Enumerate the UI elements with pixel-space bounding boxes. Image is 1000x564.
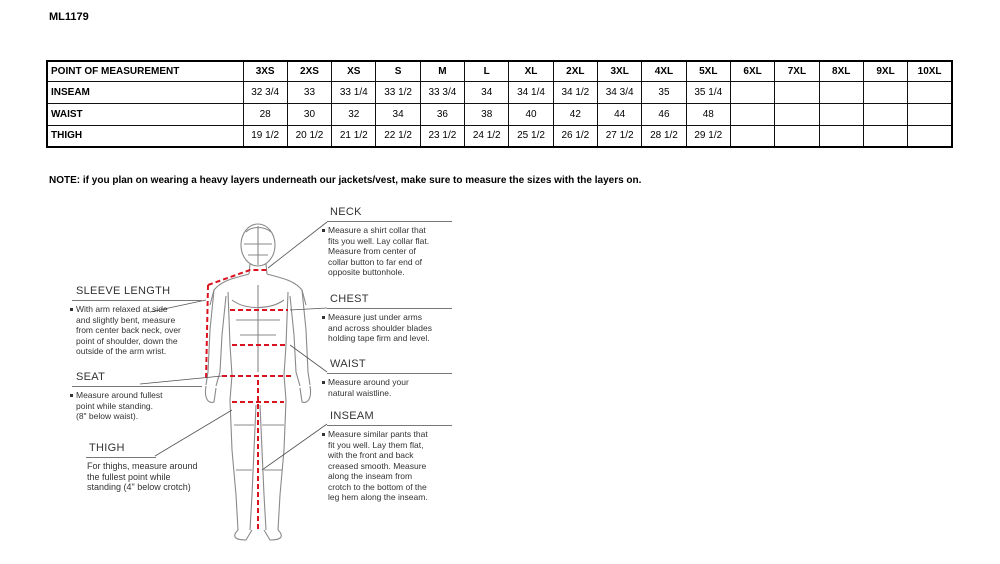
bullet-icon <box>322 229 325 232</box>
sleeve-length-rule <box>72 300 202 301</box>
measurement-cell: 27 1/2 <box>598 125 642 147</box>
measurement-cell: 30 <box>287 103 331 125</box>
size-header-cell: 6XL <box>730 61 774 81</box>
size-header-cell: 3XS <box>243 61 287 81</box>
instruction-line <box>322 312 432 323</box>
measurement-cell: 38 <box>465 103 509 125</box>
instruction-line <box>70 411 162 422</box>
measurement-cell: 36 <box>420 103 464 125</box>
seat-instructions <box>70 390 162 422</box>
instruction-text: Measure around your <box>328 377 409 387</box>
chest-title: CHEST <box>330 293 369 305</box>
measurement-cell: 28 <box>243 103 287 125</box>
instruction-text: along the inseam from <box>328 471 413 481</box>
instruction-text: (8" below waist). <box>76 411 139 421</box>
header-point-of-measurement: POINT OF MEASUREMENT <box>47 61 243 81</box>
size-header-cell: XS <box>332 61 376 81</box>
instruction-line <box>322 471 428 482</box>
waist-rule <box>327 373 452 374</box>
instruction-text: Measure similar pants that <box>328 429 428 439</box>
measurement-cell: 33 3/4 <box>420 81 464 103</box>
measurement-cell: 22 1/2 <box>376 125 420 147</box>
instruction-text: from center back neck, over <box>76 325 181 335</box>
measurement-cell: 23 1/2 <box>420 125 464 147</box>
instruction-line <box>87 461 198 472</box>
layering-note: NOTE: if you plan on wearing a heavy layers underneath our jackets/vest, make sure to measure the sizes with the layers on. <box>49 175 642 186</box>
bullet-icon <box>322 381 325 384</box>
measurement-cell: 34 <box>465 81 509 103</box>
seat-rule <box>72 386 202 387</box>
instruction-text: and across shoulder blades <box>328 322 432 333</box>
chest-instructions <box>322 312 432 344</box>
measurement-cell: 25 1/2 <box>509 125 553 147</box>
instruction-text: the fullest point while <box>87 471 171 482</box>
size-header-cell: 3XL <box>598 61 642 81</box>
inseam-instructions <box>322 429 428 503</box>
instruction-line <box>322 333 432 344</box>
instruction-line <box>322 225 429 236</box>
instruction-line <box>70 390 162 401</box>
measurement-cell: 44 <box>598 103 642 125</box>
instruction-line <box>322 377 409 388</box>
instruction-text: Measure a shirt collar that <box>328 225 426 235</box>
chest-rule <box>327 308 452 309</box>
size-header-cell: M <box>420 61 464 81</box>
inseam-rule <box>327 425 452 426</box>
thigh-rule <box>86 457 156 458</box>
measurement-cell: 32 <box>332 103 376 125</box>
size-header-cell: 2XS <box>287 61 331 81</box>
instruction-line <box>322 388 409 399</box>
size-header-cell: 5XL <box>686 61 730 81</box>
instruction-line <box>322 236 429 247</box>
neck-rule <box>327 221 452 222</box>
instruction-text: point of shoulder, down the <box>76 335 178 346</box>
size-header-cell: 2XL <box>553 61 597 81</box>
measurement-cell: 34 1/2 <box>553 81 597 103</box>
thigh-instructions <box>87 461 198 493</box>
instruction-text: point while standing. <box>76 400 154 411</box>
measurement-cell: 33 1/2 <box>376 81 420 103</box>
instruction-text: Measure just under arms <box>328 312 423 322</box>
instruction-line <box>322 482 428 493</box>
sleeve-length-instructions <box>70 304 181 357</box>
instruction-line <box>70 346 181 357</box>
measurement-cell: 19 1/2 <box>243 125 287 147</box>
measurement-cell: 46 <box>642 103 686 125</box>
instruction-text: Measure around fullest <box>76 390 163 400</box>
instruction-line <box>70 304 181 315</box>
instruction-line <box>322 429 428 440</box>
inseam-title: INSEAM <box>330 410 374 422</box>
size-header-cell: 9XL <box>863 61 907 81</box>
instruction-line <box>70 401 162 412</box>
thigh-title: THIGH <box>89 442 125 454</box>
instruction-text: holding tape firm and level. <box>328 333 430 343</box>
instruction-line <box>87 482 198 493</box>
instruction-text: standing (4" below crotch) <box>87 482 191 492</box>
instruction-line <box>87 472 198 483</box>
measurement-cell: 24 1/2 <box>465 125 509 147</box>
instruction-text: with the front and back <box>328 450 414 460</box>
measurement-cell: 35 1/4 <box>686 81 730 103</box>
bullet-icon <box>70 308 73 311</box>
row-label: THIGH <box>47 125 243 147</box>
size-header-cell: L <box>465 61 509 81</box>
measurement-cell: 34 <box>376 103 420 125</box>
bullet-icon <box>322 433 325 436</box>
measurement-cell: 34 1/4 <box>509 81 553 103</box>
instruction-text: creased smooth. Measure <box>328 460 427 471</box>
instruction-text: outside of the arm wrist. <box>76 346 167 356</box>
measurement-cell: 29 1/2 <box>686 125 730 147</box>
neck-title: NECK <box>330 206 362 218</box>
measurement-cell: 34 3/4 <box>598 81 642 103</box>
row-label: WAIST <box>47 103 243 125</box>
instruction-text: fit you well. Lay them flat, <box>328 439 424 450</box>
instruction-line <box>322 267 429 278</box>
instruction-text: crotch to the bottom of the <box>328 481 427 492</box>
measurement-cell: 42 <box>553 103 597 125</box>
size-header-cell: 8XL <box>819 61 863 81</box>
measurement-cell: 35 <box>642 81 686 103</box>
instruction-line <box>322 257 429 268</box>
instruction-text: and slightly bent, measure <box>76 314 176 325</box>
instruction-line <box>70 336 181 347</box>
instruction-line <box>322 492 428 503</box>
waist-instructions <box>322 377 409 398</box>
measurement-cell: 21 1/2 <box>332 125 376 147</box>
bullet-icon <box>322 316 325 319</box>
instruction-text: leg hem along the inseam. <box>328 492 428 502</box>
instruction-text: Measure from center of <box>328 246 416 256</box>
size-header-cell: S <box>376 61 420 81</box>
instruction-text: collar button to far end of <box>328 256 423 267</box>
measurement-cell: 20 1/2 <box>287 125 331 147</box>
measurement-cell: 33 1/4 <box>332 81 376 103</box>
bullet-icon <box>70 394 73 397</box>
measurement-cell: 33 <box>287 81 331 103</box>
seat-title: SEAT <box>76 371 106 383</box>
instruction-line <box>70 315 181 326</box>
size-header-cell: 4XL <box>642 61 686 81</box>
size-header-cell: 7XL <box>775 61 819 81</box>
instruction-line <box>322 246 429 257</box>
measurement-cell: 40 <box>509 103 553 125</box>
size-header-cell: 10XL <box>908 61 952 81</box>
instruction-text: fits you well. Lay collar flat. <box>328 235 430 246</box>
instruction-text: For thighs, measure around <box>87 461 198 471</box>
measurement-cell: 32 3/4 <box>243 81 287 103</box>
instruction-line <box>322 461 428 472</box>
size-header-cell: XL <box>509 61 553 81</box>
measurement-cell: 28 1/2 <box>642 125 686 147</box>
instruction-line <box>70 325 181 336</box>
measurement-cell: 48 <box>686 103 730 125</box>
instruction-text: opposite buttonhole. <box>328 267 405 277</box>
instruction-line <box>322 450 428 461</box>
waist-title: WAIST <box>330 358 366 370</box>
neck-instructions <box>322 225 429 278</box>
instruction-line <box>322 440 428 451</box>
measurement-cell: 26 1/2 <box>553 125 597 147</box>
instruction-text: natural waistline. <box>328 387 392 398</box>
instruction-text: With arm relaxed at side <box>76 304 168 314</box>
row-label: INSEAM <box>47 81 243 103</box>
product-code: ML1179 <box>49 11 89 23</box>
instruction-line <box>322 323 432 334</box>
sleeve-length-title: SLEEVE LENGTH <box>76 285 171 297</box>
